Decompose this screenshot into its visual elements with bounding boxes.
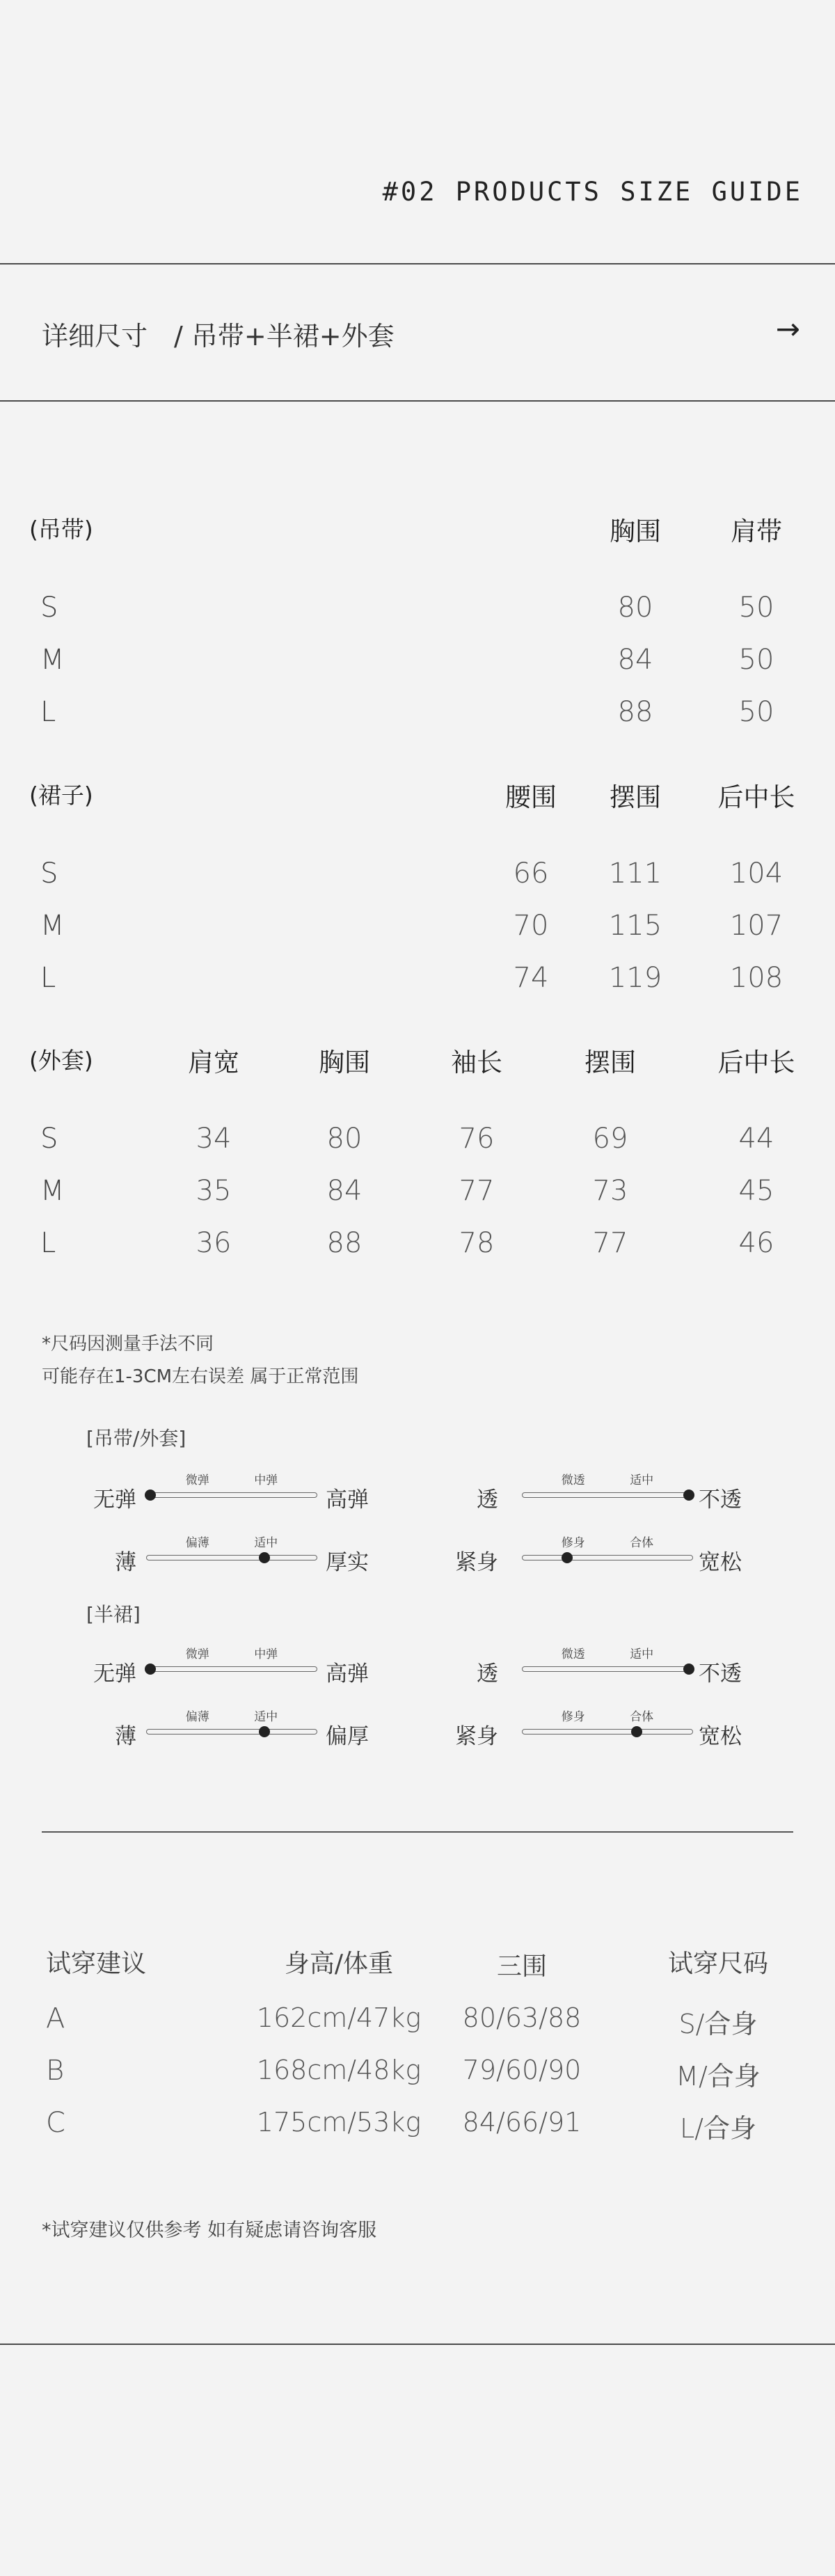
size-value: 36 [196,1227,232,1259]
size-value: 76 [459,1123,495,1155]
scale-track [146,1492,317,1498]
size-value: 84 [617,644,653,676]
scale-left-label: 无弹 [93,1661,136,1686]
scale-track [522,1666,693,1672]
scale-track [522,1555,693,1560]
size-label: L [40,962,56,994]
size-value: 80 [326,1123,363,1155]
fit-header: 身高/体重 [284,1950,394,1978]
scale-right-label: 宽松 [699,1724,742,1749]
scale-track [522,1492,693,1498]
scale-right-label: 高弹 [326,1487,369,1512]
column-header: 胸围 [319,1048,370,1077]
size-label: L [40,696,56,728]
size-value: 66 [513,858,549,890]
scale-marker [683,1664,694,1675]
scale-right-label: 厚实 [326,1550,369,1575]
scale-tick-label: 偏薄 [185,1536,209,1550]
fit-row-label: B [46,2055,65,2087]
size-value: 84 [326,1175,363,1207]
scale-marker [259,1726,270,1737]
size-value: 104 [729,858,784,890]
scale-left-label: 薄 [115,1724,136,1749]
scale-track [146,1666,317,1672]
column-header: 肩带 [731,516,782,546]
scale-left-label: 紧身 [455,1550,498,1575]
scale-left-label: 透 [477,1661,498,1686]
scale-group-label: [半裙] [86,1603,141,1626]
scale-marker [683,1490,694,1501]
section-heading-text: 详细尺寸 [42,321,148,351]
size-value: 46 [738,1227,774,1259]
size-value: 78 [459,1227,495,1259]
page-title: #02 PRODUCTS SIZE GUIDE [382,177,803,207]
column-header: 后中长 [717,1048,795,1077]
column-header: 胸围 [610,516,661,546]
size-value: 73 [592,1175,628,1207]
size-value: 34 [196,1123,232,1155]
divider [0,400,835,402]
fit-row-label: A [46,2002,65,2034]
scale-track [522,1729,693,1735]
scale-marker [259,1552,270,1563]
scale-marker [145,1490,156,1501]
scale-left-label: 紧身 [455,1724,498,1749]
fit-header: 试穿建议 [46,1950,147,1978]
measure-note: *尺码因测量手法不同 [42,1334,214,1354]
scale-tick-label: 中弹 [254,1473,278,1487]
size-label: L [40,1227,56,1259]
scale-tick-label: 合体 [630,1710,654,1724]
fit-value: L/合身 [680,2113,756,2144]
column-header: 摆围 [610,782,661,812]
fit-value: 84/66/91 [462,2107,582,2138]
measure-note-2: 可能存在1-3CM左右误差 属于正常范围 [42,1366,359,1387]
size-label: M [40,644,65,676]
table-label: (吊带) [29,516,93,543]
divider [42,1831,793,1833]
column-header: 肩宽 [188,1048,239,1077]
scale-right-label: 不透 [699,1661,742,1686]
size-value: 88 [326,1227,363,1259]
column-header: 后中长 [717,782,795,812]
scale-tick-label: 微弹 [185,1647,209,1661]
scale-track [146,1729,317,1735]
fit-header: 三围 [496,1952,548,1981]
fit-value: 168cm/48kg [256,2055,422,2085]
size-value: 108 [729,962,784,994]
section-subtitle: / 吊带+半裙+外套 [174,321,395,351]
scale-right-label: 宽松 [699,1550,742,1575]
scale-tick-label: 微透 [561,1647,585,1661]
fit-note: *试穿建议仅供参考 如有疑虑请咨询客服 [42,2220,377,2241]
scale-marker [562,1552,573,1563]
size-value: 50 [738,696,774,728]
scale-right-label: 不透 [699,1487,742,1512]
scale-tick-label: 适中 [254,1710,278,1724]
size-value: 115 [608,910,662,942]
size-value: 88 [617,696,653,728]
size-value: 70 [513,910,549,942]
arrow-right-icon: → [775,312,800,346]
column-header: 腰围 [505,782,557,812]
fit-value: 80/63/88 [462,2002,582,2033]
scale-tick-label: 微透 [561,1473,585,1487]
fit-value: M/合身 [676,2061,761,2092]
table-label: (外套) [29,1047,93,1074]
scale-tick-label: 微弹 [185,1473,209,1487]
size-label: M [40,910,65,942]
size-value: 50 [738,644,774,676]
scale-tick-label: 合体 [630,1536,654,1550]
divider [0,2344,835,2345]
column-header: 袖长 [451,1048,502,1077]
divider [0,263,835,264]
scale-left-label: 薄 [115,1550,136,1575]
fit-value: S/合身 [678,2009,758,2039]
scale-tick-label: 中弹 [254,1647,278,1661]
size-label: S [40,1123,58,1155]
size-value: 111 [608,858,662,890]
size-value: 35 [196,1175,232,1207]
scale-tick-label: 偏薄 [185,1710,209,1724]
scale-marker [145,1664,156,1675]
size-value: 119 [608,962,662,994]
fit-row-label: C [46,2107,65,2139]
size-value: 50 [738,592,774,624]
size-label: M [40,1175,65,1207]
size-value: 80 [617,592,653,624]
fit-value: 162cm/47kg [256,2002,422,2033]
scale-track [146,1555,317,1560]
scale-marker [631,1726,642,1737]
size-value: 77 [459,1175,495,1207]
size-value: 69 [592,1123,628,1155]
table-label: (裙子) [29,782,93,809]
scale-group-label: [吊带/外套] [86,1427,186,1450]
scale-tick-label: 修身 [561,1710,585,1724]
scale-tick-label: 适中 [630,1473,654,1487]
size-label: S [40,592,58,624]
size-value: 74 [513,962,549,994]
scale-tick-label: 适中 [254,1536,278,1550]
scale-right-label: 偏厚 [326,1724,369,1749]
size-value: 44 [738,1123,774,1155]
size-value: 107 [729,910,784,942]
size-value: 77 [592,1227,628,1259]
scale-right-label: 高弹 [326,1661,369,1686]
column-header: 摆围 [584,1048,636,1077]
fit-header: 试穿尺码 [667,1950,769,1978]
fit-value: 79/60/90 [462,2055,582,2085]
section-heading [42,315,395,353]
size-value: 45 [738,1175,774,1207]
scale-tick-label: 修身 [561,1536,585,1550]
fit-value: 175cm/53kg [256,2107,422,2138]
size-label: S [40,858,58,890]
scale-left-label: 透 [477,1487,498,1512]
scale-tick-label: 适中 [630,1647,654,1661]
scale-left-label: 无弹 [93,1487,136,1512]
